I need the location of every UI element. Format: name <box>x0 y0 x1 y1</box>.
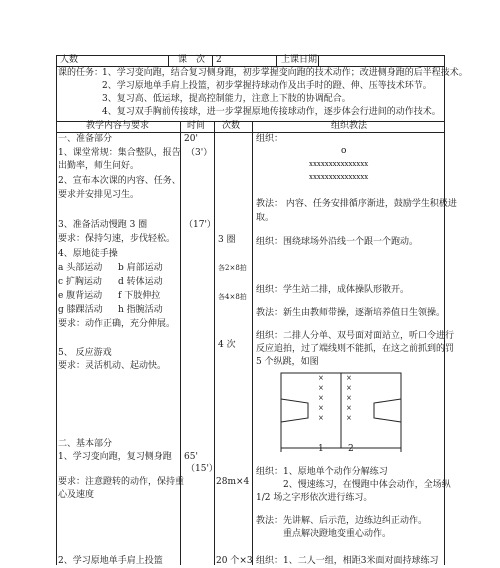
org-line: 5 个纵跳，如图 <box>256 357 319 367</box>
player-marks-right: × × × × × <box>346 374 352 422</box>
org-line: 教法： 内容、任务安排循序渐进，鼓励学生积极进 <box>256 199 457 209</box>
content-line: 要求：保持匀速，步伐轻松。 <box>58 234 176 244</box>
exercise-item: e 腹背运动 <box>58 291 103 301</box>
org-line: 组织： <box>256 134 284 144</box>
org-line: 组织：1、原地单个动作分解练习 <box>256 467 388 477</box>
content-line: 5、 反应游戏 <box>58 348 112 358</box>
column-header-org: 组织教法 <box>331 121 368 131</box>
org-line: 教法：新生由教师带操，逐渐培养值日生领操。 <box>256 308 446 318</box>
org-line: 重点解决蹬地变重心动作。 <box>283 529 392 539</box>
content-line: 1、学习变向跑，复习侧身跑 <box>58 452 172 462</box>
content-line: 要求：注意蹬转的动作，保持重 <box>58 477 185 487</box>
content-line: 要求：动作正确，充分伸展。 <box>58 319 176 329</box>
content-line: 2、学习原地单手肩上投篮 <box>58 556 163 566</box>
content-line: 要求：灵活机动、起动快。 <box>58 361 167 371</box>
org-line: 组织：1、二人一组，相距3米面对面持球练习 <box>256 556 439 566</box>
column-header-time: 时间 <box>187 121 206 131</box>
org-line: 组织：围绕球场外沿线一个跟一个跑动。 <box>256 237 419 247</box>
formation-row: xxxxxxxxxxxxxxx <box>309 160 369 168</box>
content-line: 1、课堂常规：集合整队，报告 <box>58 148 181 158</box>
count-value: 4 次 <box>218 340 236 350</box>
time-value: （17'） <box>184 220 216 230</box>
exercise-item: f 下肢伸拉 <box>118 291 161 301</box>
exercise-item: a 头部运动 <box>58 263 103 273</box>
time-value: （15'） <box>186 464 218 474</box>
org-line: 教法：先讲解、后示范，边练边纠正动作。 <box>256 516 428 526</box>
count-value: 20 个×3 <box>216 556 253 566</box>
task-item: 4、复习双手胸前传接球，进一步掌握原地传接球动作，逐步体会行进间的动作技术。 <box>102 107 441 117</box>
exercise-item: h 指腕活动 <box>118 305 163 315</box>
class-value: 2 <box>216 55 222 65</box>
section-prep-title: 一、准备部分 <box>58 134 113 144</box>
class-label: 课 次 <box>178 55 206 65</box>
exercise-item: g 膝踝活动 <box>58 305 103 315</box>
column-header-content: 教学内容与要求 <box>86 121 150 131</box>
org-line: 2、慢速练习，在慢跑中体会动作，全场纵 <box>283 480 451 490</box>
org-line: 反应追拍，过了端线则不能抓，在这之前抓到的罚 <box>256 344 455 354</box>
date-label: 上课日期 <box>281 55 318 65</box>
count-value: 各2×8拍 <box>218 264 247 272</box>
org-line: 组织：学生站二排，成体操队形散开。 <box>256 285 410 295</box>
people-label: 人数 <box>60 55 79 65</box>
court-label: 1 <box>318 444 324 454</box>
count-value: 3 圈 <box>218 235 236 245</box>
content-line: 2、宣布本次课的内容、任务、 <box>58 176 181 186</box>
exercise-item: b 肩部运动 <box>118 263 163 273</box>
court-key-left <box>281 399 308 422</box>
org-line: 1/2 场之字形依次进行练习。 <box>256 493 373 503</box>
section-basic-title: 二、基本部分 <box>58 439 113 449</box>
count-value: 28m×4 <box>216 477 250 487</box>
org-line: 取。 <box>256 213 275 223</box>
exercise-item: d 转体运动 <box>118 277 163 287</box>
time-value: 20' <box>184 134 198 144</box>
task-item: 1、学习变向跑，结合复习侧身跑，初步掌握变向跑的技术动作；改进侧身跑的后半程技术。 <box>102 68 468 78</box>
formation-row: xxxxxxxxxxxxxxx <box>309 173 369 181</box>
time-value: （3'） <box>186 148 213 158</box>
count-value: 各4×8拍 <box>218 293 247 301</box>
content-line: 心及速度 <box>58 490 95 500</box>
column-header-count: 次数 <box>222 121 241 131</box>
org-line: 组织：二排人分单、双号面对面站立，听口令进行 <box>256 331 455 341</box>
court-label: 2 <box>348 444 354 454</box>
content-line: 4、原地徒手操 <box>58 249 118 259</box>
time-value: 65' <box>184 452 198 462</box>
task-item: 3、复习高、低运球，提高控制能力，注意上下肢的协调配合。 <box>102 94 351 104</box>
content-line: 3、准备活动慢跑 3 圈 <box>58 220 148 230</box>
content-line: 要求并安排见习生。 <box>58 190 140 200</box>
task-item: 2、学习原地单手肩上投篮，初步掌握持球动作及出手时的蹬、伸、压等技术环节。 <box>102 81 432 91</box>
court-key-right <box>374 399 401 422</box>
exercise-item: c 扩胸运动 <box>58 277 102 287</box>
player-marks-left: × × × × × <box>318 374 324 422</box>
content-line: 出勤率，师生问好。 <box>58 161 140 171</box>
formation-teacher-mark: o <box>341 146 347 156</box>
tasks-label: 课的任务： <box>58 68 104 78</box>
